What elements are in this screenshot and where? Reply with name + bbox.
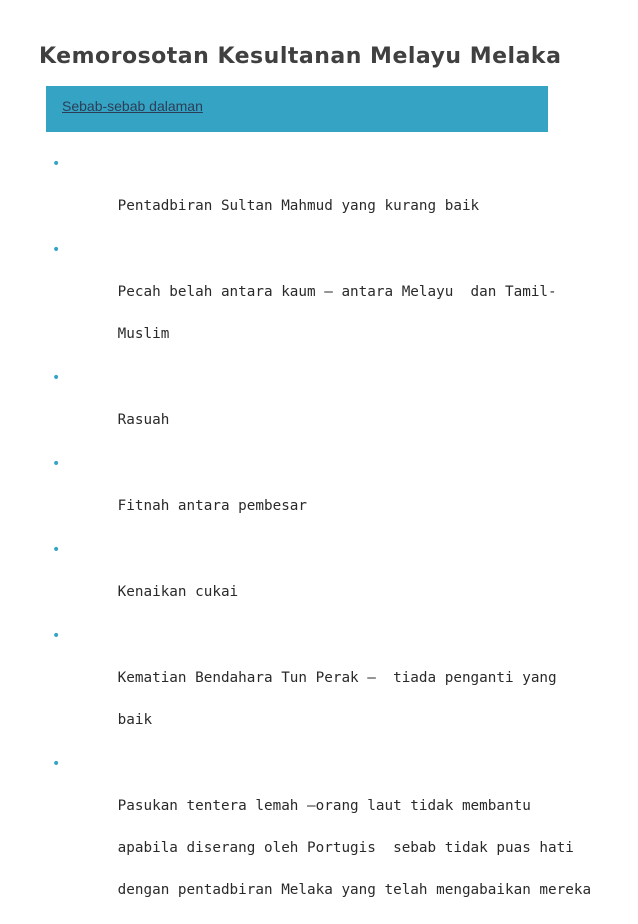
bullet-icon: • bbox=[52, 370, 61, 386]
bullet-line: Kematian Bendahara Tun Perak – tiada penganti yang bbox=[117, 670, 557, 686]
bullet-list bbox=[52, 154, 622, 924]
slide-title: Kemorosotan Kesultanan Melayu Melaka bbox=[39, 44, 562, 69]
bullet-item bbox=[52, 240, 622, 366]
subtitle-bar bbox=[46, 86, 548, 132]
bullet-icon: • bbox=[52, 628, 61, 644]
bullet-icon: • bbox=[52, 542, 61, 558]
bullet-line: Pecah belah antara kaum – antara Melayu dan Tamil- bbox=[117, 284, 557, 300]
bullet-icon: • bbox=[52, 456, 61, 472]
subtitle-label: Sebab-sebab dalaman bbox=[62, 98, 203, 114]
bullet-item bbox=[52, 540, 622, 624]
bullet-line: apabila diserang oleh Portugis sebab tidak puas hati bbox=[117, 840, 574, 856]
bullet-icon: • bbox=[52, 156, 61, 172]
bullet-line: Rasuah bbox=[117, 412, 170, 428]
bullet-icon: • bbox=[52, 242, 61, 258]
bullet-icon: • bbox=[52, 756, 61, 772]
bullet-item bbox=[52, 454, 622, 538]
bullet-item bbox=[52, 626, 622, 752]
bullet-item bbox=[52, 154, 622, 238]
bullet-line: baik bbox=[117, 712, 153, 728]
bullet-line: Fitnah antara pembesar bbox=[117, 498, 308, 514]
bullet-line: Kenaikan cukai bbox=[117, 584, 239, 600]
bullet-line: Pentadbiran Sultan Mahmud yang kurang baik bbox=[117, 198, 480, 214]
bullet-item bbox=[52, 754, 622, 922]
bullet-item bbox=[52, 368, 622, 452]
bullet-line: Muslim bbox=[117, 326, 170, 342]
bullet-line: Pasukan tentera lemah –orang laut tidak membantu bbox=[117, 798, 531, 814]
bullet-line: dengan pentadbiran Melaka yang telah mengabaikan mereka bbox=[117, 882, 592, 898]
